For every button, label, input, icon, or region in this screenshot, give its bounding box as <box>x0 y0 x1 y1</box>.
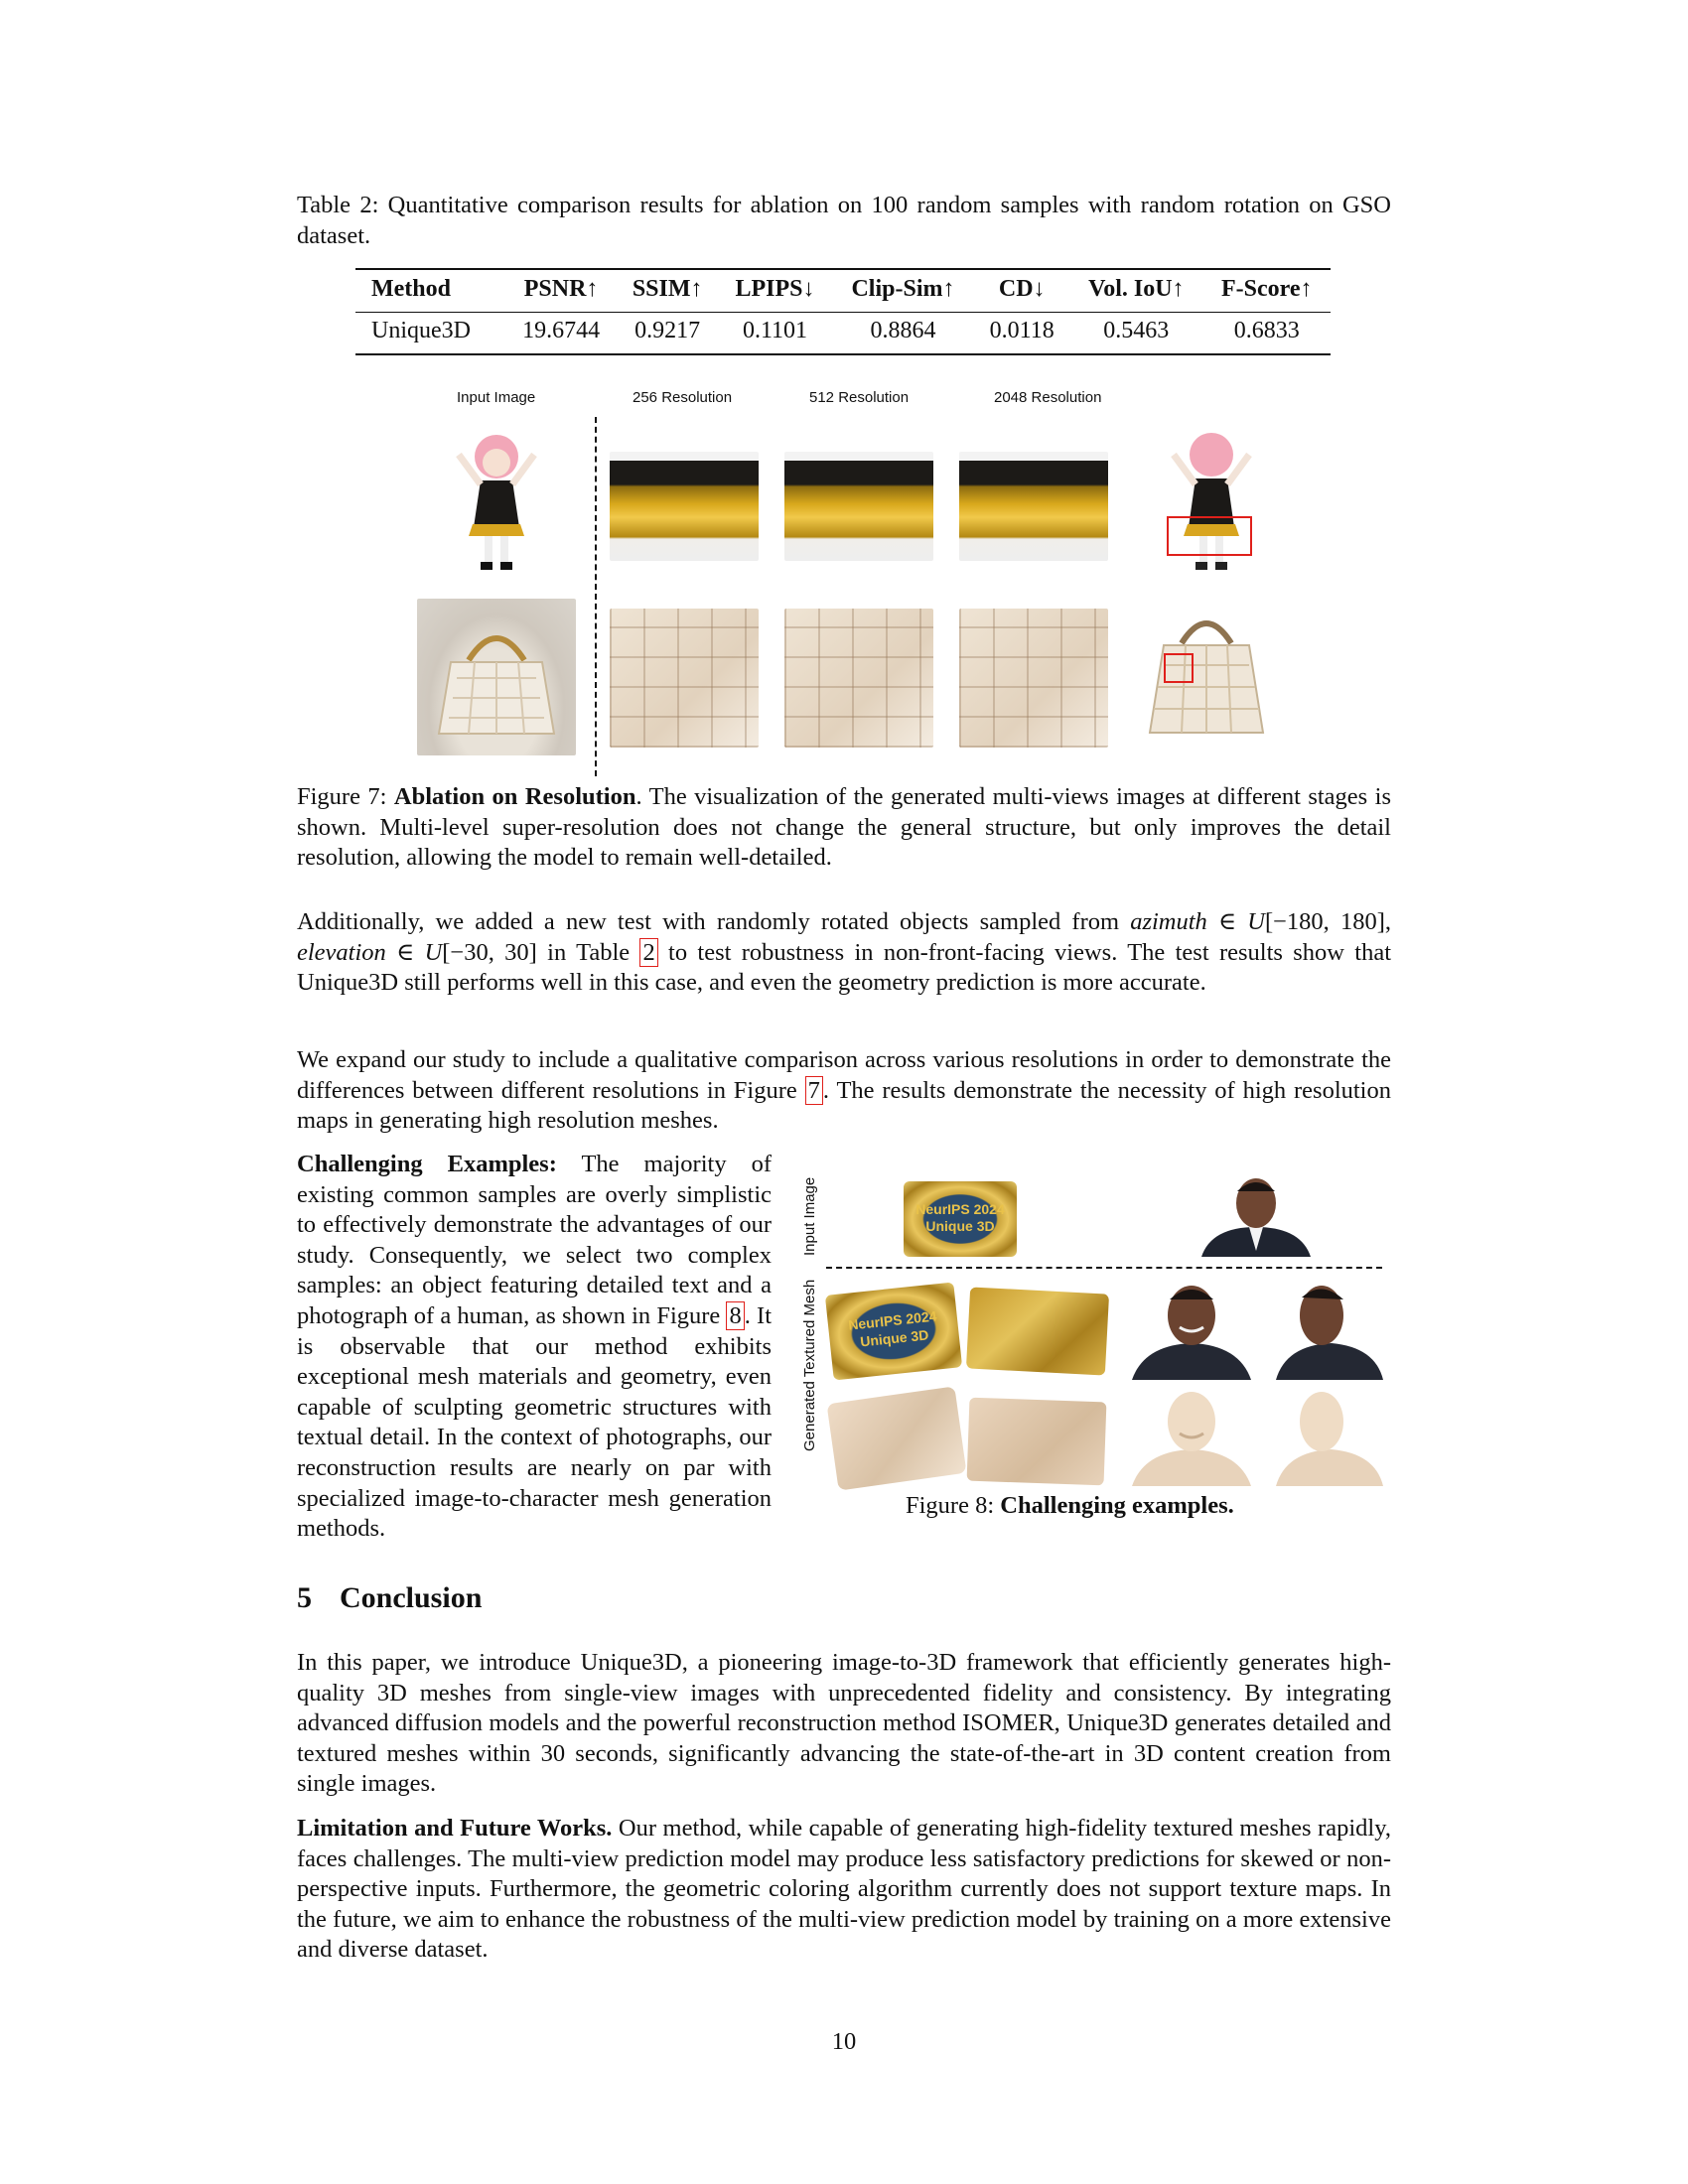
plaque-geometry-front <box>827 1386 967 1490</box>
challenging-text-1: The majority of existing common samples are overly simplistic to effectively demonstrate the advantages of our study. Consequently, we select two complex samples: an object featuring detailed text and a photograph of a human, as shown in Figure <box>297 1151 772 1329</box>
bag-256-image <box>610 609 759 748</box>
plaque-text-line-2: Unique 3D <box>925 1218 995 1234</box>
para2-text-1: We expand our study to include a qualitative comparison across various resolutions in order to demonstrate the differences between different resolutions in Figure <box>297 1046 1391 1104</box>
figure7-divider <box>595 417 597 776</box>
page-number: 10 <box>831 2028 857 2055</box>
bag-512-image <box>784 609 933 748</box>
table-caption: Table 2: Quantitative comparison results for ablation on 100 random samples with random rotation on GSO dataset. <box>297 192 1391 249</box>
header-ssim: SSIM↑ <box>632 275 703 302</box>
portrait-geometry-front <box>1132 1382 1251 1486</box>
row-label-input-image: Input Image <box>801 1176 818 1256</box>
portrait-input-image <box>1201 1171 1311 1257</box>
header-vol-iou: Vol. IoU↑ <box>1088 275 1185 302</box>
limitation-heading: Limitation and Future Works. <box>297 1815 613 1842</box>
figure8-caption <box>906 1491 1234 1522</box>
header-method: Method <box>371 275 451 302</box>
paragraph-challenging-examples <box>297 1150 772 1545</box>
detail-highlight-box <box>1167 516 1252 556</box>
plaque-geometry-back <box>967 1398 1107 1486</box>
portrait-textured-front <box>1132 1276 1251 1380</box>
col-label-2048: 2048 Resolution <box>994 389 1102 406</box>
skirt-256-image <box>610 452 759 561</box>
table-header-row <box>355 268 1331 310</box>
skirt-2048-image <box>959 452 1108 561</box>
figure8-caption-prefix: Figure 8: <box>906 1492 1001 1519</box>
plaque-textured-front <box>825 1282 962 1380</box>
figure8-divider <box>826 1267 1382 1269</box>
cell-clip-sim: 0.8864 <box>870 317 936 343</box>
section-number: 5 <box>297 1581 312 1614</box>
cell-psnr: 19.6744 <box>522 317 601 343</box>
col-label-512: 512 Resolution <box>809 389 910 406</box>
col-label-input: Input Image <box>457 389 536 406</box>
math-elevation: elevation <box>297 938 386 966</box>
cell-vol-iou: 0.5463 <box>1103 317 1170 343</box>
table-row <box>355 310 1331 351</box>
row-label-generated-mesh: Generated Textured Mesh <box>801 1279 818 1451</box>
para1-text-6: to test robustness in non-front-facing views. The test results show that Unique3D still performs well in this case, and even the geometry prediction is more accurate. <box>297 938 1392 997</box>
figure8-caption-bold: Challenging examples. <box>1000 1492 1234 1519</box>
header-psnr: PSNR↑ <box>523 275 599 302</box>
cell-cd: 0.0118 <box>989 317 1055 343</box>
table-rule-bottom <box>355 353 1331 355</box>
cell-f-score: 0.6833 <box>1233 317 1300 343</box>
figure7-caption <box>297 782 1391 874</box>
bag-2048-image <box>959 609 1108 748</box>
figure-8-link[interactable]: 8 <box>726 1301 744 1330</box>
figure7-caption-text: . The visualization of the generated multi-views images at different stages is shown. Multi-level super-resolution does not change the general structure, but only improves the detail resolution, allowing the model to remain well-detailed. <box>297 783 1391 872</box>
cell-ssim: 0.9217 <box>634 317 701 343</box>
bag-input-image <box>417 599 576 755</box>
para1-text-4: ∈ <box>385 938 425 966</box>
plaque-input-image <box>904 1181 1017 1257</box>
paragraph-rotation-test <box>297 907 1391 999</box>
section-heading-conclusion <box>297 1581 482 1615</box>
cell-method: Unique3D <box>371 317 471 343</box>
para1-text-1: Additionally, we added a new test with randomly rotated objects sampled from <box>297 908 1131 935</box>
skirt-512-image <box>784 452 933 561</box>
figure7-caption-bold: Ablation on Resolution <box>393 783 636 810</box>
table-2-link[interactable]: 2 <box>639 938 657 967</box>
para1-text-3: [−180, 180], <box>1264 908 1391 935</box>
figure-7-link[interactable]: 7 <box>805 1076 823 1105</box>
portrait-geometry-side <box>1266 1382 1385 1486</box>
figure7-caption-prefix: Figure 7: <box>297 783 394 810</box>
plaque-textured-back <box>966 1287 1109 1375</box>
math-u-2: U <box>424 938 443 966</box>
paragraph-limitation <box>297 1814 1391 1966</box>
cell-lpips: 0.1101 <box>742 317 808 343</box>
paragraph-conclusion: In this paper, we introduce Unique3D, a pioneering image-to-3D framework that efficiently generates high-quality 3D meshes from single-view images with unprecedented fidelity and consistency. By integrating advanced diffusion models and the powerful reconstruction method ISOMER, Unique3D generates detailed and textured meshes within 30 seconds, significantly advancing the state-of-the-art in 3D content creation from single images. <box>297 1649 1391 1798</box>
section-title: Conclusion <box>340 1581 483 1614</box>
limitation-text: Our method, while capable of generating high-fidelity textured meshes rapidly, faces challenges. The multi-view prediction model may produce less satisfactory predictions for skewed or non-perspective inputs. Furthermore, the geometric coloring algorithm currently does not support texture maps. In the future, we aim to enhance the robustness of the multi-view prediction model by training on a more extensive and diverse dataset. <box>297 1815 1391 1964</box>
plaque-mesh-text-line-2: Unique 3D <box>859 1326 929 1350</box>
col-label-256: 256 Resolution <box>633 389 733 406</box>
math-azimuth: azimuth <box>1130 908 1207 935</box>
plaque-text-line-1: NeurIPS 2024 <box>915 1201 1005 1217</box>
para2-text-2: . The results demonstrate the necessity of high resolution maps in generating high resolution meshes. <box>297 1076 1391 1135</box>
math-u-1: U <box>1247 908 1265 935</box>
header-lpips: LPIPS↓ <box>735 275 815 302</box>
portrait-textured-side <box>1266 1276 1385 1380</box>
challenging-heading: Challenging Examples: <box>297 1151 557 1177</box>
results-table <box>355 268 1331 351</box>
paragraph-resolution-study <box>297 1045 1391 1137</box>
para1-text-5: [−30, 30] in Table <box>442 938 640 966</box>
bag-output-image <box>1142 604 1271 741</box>
para1-text-2: ∈ <box>1206 908 1248 935</box>
bag-detail-highlight-box <box>1164 653 1194 683</box>
plaque-mesh-text-line-1: NeurIPS 2024 <box>847 1307 938 1333</box>
challenging-text-2: . It is observable that our method exhibits exceptional mesh materials and geometry, even capable of sculpting geometric structures with textual detail. In the context of photographs, our reconstruction results are nearly on par with specialized image-to-character mesh generation methods. <box>297 1301 772 1543</box>
header-f-score: F-Score↑ <box>1221 275 1313 302</box>
header-clip-sim: Clip-Sim↑ <box>851 275 955 302</box>
header-cd: CD↓ <box>998 275 1046 302</box>
character-input-image <box>447 425 546 579</box>
